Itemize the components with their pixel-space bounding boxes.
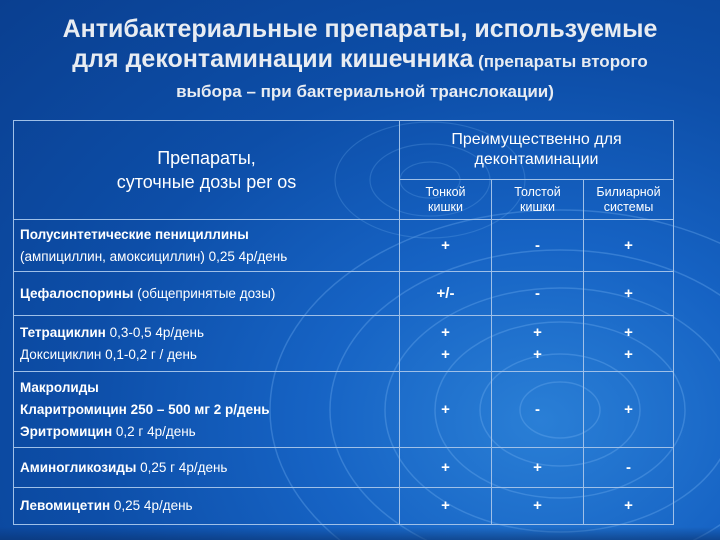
drug-dose: 0,25 г 4р/день bbox=[136, 459, 228, 475]
mark-a: + bbox=[533, 323, 542, 341]
mark-b: + bbox=[533, 345, 542, 363]
bottom-shade bbox=[0, 527, 720, 540]
drug-name: Кларитромицин 250 – 500 мг 2 р/день bbox=[20, 401, 270, 417]
mark-biliary: - bbox=[584, 448, 674, 488]
mark-small-intestine: +/- bbox=[400, 272, 492, 316]
mark-biliary: + bbox=[584, 372, 674, 448]
drug-name: Аминогликозиды bbox=[20, 459, 137, 475]
drug-dose: 0,25 4р/день bbox=[110, 498, 193, 513]
drug-cell bbox=[14, 448, 400, 488]
header-pref-line-1: Преимущественно для bbox=[451, 131, 622, 148]
drug-name: Полусинтетические пенициллины bbox=[20, 226, 249, 242]
title-line-2-main: для деконтаминации кишечника bbox=[72, 45, 474, 73]
table-row bbox=[14, 220, 674, 272]
table-row bbox=[14, 448, 674, 488]
mark-biliary bbox=[584, 316, 674, 372]
drug-group: Макролиды bbox=[20, 379, 99, 395]
drug-dose: 0,3-0,5 4р/день bbox=[105, 324, 204, 340]
mark-biliary: + bbox=[584, 488, 674, 525]
header-drugs-line-1: Препараты, bbox=[157, 148, 256, 168]
table-row bbox=[14, 488, 674, 525]
mark-large-intestine bbox=[492, 316, 584, 372]
header-col2-line-1: Толстой bbox=[514, 184, 561, 199]
header-drugs-cell bbox=[14, 121, 400, 220]
drug-cell bbox=[14, 316, 400, 372]
header-pref-line-2: деконтаминации bbox=[474, 151, 599, 168]
mark-small-intestine: + bbox=[400, 448, 492, 488]
title-line-1: Антибактериальные препараты, используемые bbox=[62, 15, 658, 43]
header-decontamination-cell bbox=[400, 121, 674, 180]
mark-b: + bbox=[441, 345, 450, 363]
header-biliary-system bbox=[584, 180, 674, 220]
header-drugs-line-2: суточные дозы per os bbox=[116, 172, 297, 192]
antibacterial-drugs-table bbox=[13, 120, 674, 525]
drug-name: Тетрациклин bbox=[20, 324, 106, 340]
mark-biliary: + bbox=[584, 272, 674, 316]
drug-dose: 0,2 г 4р/день bbox=[112, 423, 196, 439]
table-row bbox=[14, 372, 674, 448]
mark-large-intestine: - bbox=[492, 220, 584, 272]
mark-small-intestine bbox=[400, 316, 492, 372]
title-line-2-note: (препараты второго bbox=[473, 52, 648, 71]
table-row bbox=[14, 272, 674, 316]
slide-title bbox=[0, 14, 720, 103]
drug-name: Цефалоспорины bbox=[20, 285, 134, 301]
header-col1-line-2: кишки bbox=[428, 199, 463, 214]
mark-small-intestine: + bbox=[400, 220, 492, 272]
drug-name-2: Эритромицин bbox=[20, 423, 113, 439]
mark-biliary: + bbox=[584, 220, 674, 272]
header-col3-line-2: системы bbox=[603, 199, 654, 214]
title-line-3: выбора – при бактериальной транслокации) bbox=[176, 82, 554, 101]
drug-dose: (ампициллин, амоксициллин) 0,25 4р/день bbox=[20, 248, 288, 264]
header-col2-line-2: кишки bbox=[520, 199, 555, 214]
title-line-2 bbox=[0, 44, 720, 77]
header-small-intestine bbox=[400, 180, 492, 220]
drug-cell bbox=[14, 488, 400, 525]
drug-dose-2: Доксициклин 0,1-0,2 г / день bbox=[20, 346, 197, 362]
drug-cell bbox=[14, 372, 400, 448]
drug-cell bbox=[14, 220, 400, 272]
drug-name: Левомицетин bbox=[20, 498, 111, 513]
mark-large-intestine: - bbox=[492, 372, 584, 448]
header-col3-line-1: Билиарной bbox=[596, 184, 661, 199]
mark-a: + bbox=[624, 323, 633, 341]
mark-a: + bbox=[441, 323, 450, 341]
header-large-intestine bbox=[492, 180, 584, 220]
header-col1-line-1: Тонкой bbox=[425, 184, 466, 199]
table-row bbox=[14, 316, 674, 372]
drug-dose: (общепринятые дозы) bbox=[133, 285, 276, 301]
mark-large-intestine: + bbox=[492, 488, 584, 525]
drug-cell bbox=[14, 272, 400, 316]
mark-large-intestine: - bbox=[492, 272, 584, 316]
mark-b: + bbox=[624, 345, 633, 363]
mark-large-intestine: + bbox=[492, 448, 584, 488]
mark-small-intestine: + bbox=[400, 488, 492, 525]
mark-small-intestine: + bbox=[400, 372, 492, 448]
